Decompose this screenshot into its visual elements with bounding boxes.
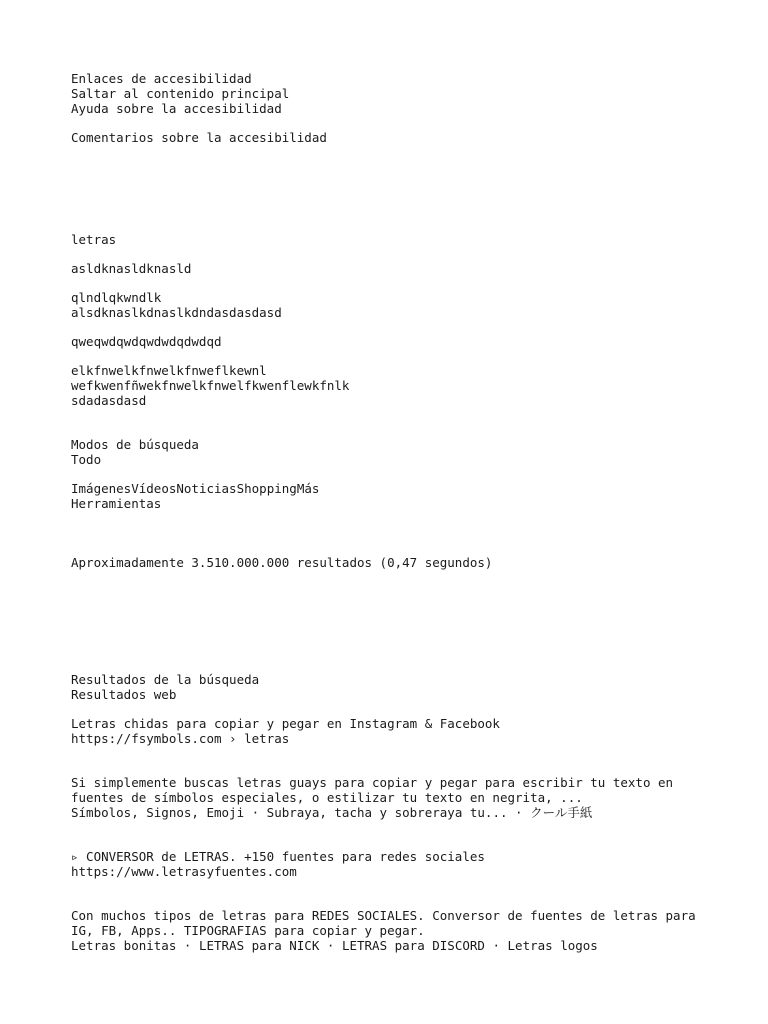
sitelink-separator: · bbox=[484, 938, 508, 953]
web-results-subheading: Resultados web bbox=[71, 687, 177, 702]
search-modes-heading: Modos de búsqueda bbox=[71, 437, 199, 452]
sitelink-separator: · bbox=[319, 938, 342, 953]
result-snippet: IG, FB, Apps.. TIPOGRAFIAS para copiar y pegar. bbox=[71, 923, 425, 938]
result-snippet: Con muchos tipos de letras para REDES SOCIALES. Conversor de fuentes de letras para bbox=[71, 908, 696, 923]
text-line: elkfnwelkfnwelkfnweflkewnl bbox=[71, 363, 267, 378]
result-title-link[interactable]: ▹ CONVERSOR de LETRAS. +150 fuentes para redes sociales bbox=[71, 849, 485, 864]
sitelink[interactable]: Letras bonitas bbox=[71, 938, 177, 953]
result-sitelinks bbox=[71, 938, 711, 953]
text-line: sdadasdasd bbox=[71, 393, 147, 408]
result-url[interactable]: https://fsymbols.com › letras bbox=[71, 731, 290, 746]
sitelink[interactable]: Símbolos, Signos, Emoji bbox=[71, 805, 245, 820]
search-results-page bbox=[71, 71, 711, 953]
sitelink-separator: · bbox=[176, 938, 199, 953]
sitelink[interactable]: LETRAS para NICK bbox=[198, 938, 320, 953]
accessibility-feedback-link[interactable]: Comentarios sobre la accesibilidad bbox=[71, 130, 327, 145]
tab-news[interactable]: Noticias bbox=[176, 481, 237, 496]
result-title-link[interactable]: Letras chidas para copiar y pegar en Instagram & Facebook bbox=[71, 716, 500, 731]
result-url[interactable]: https://www.letrasyfuentes.com bbox=[71, 864, 297, 879]
tools-button[interactable]: Herramientas bbox=[71, 496, 162, 511]
text-line: qlndlqkwndlk bbox=[71, 290, 162, 305]
skip-to-content-link[interactable]: Saltar al contenido principal bbox=[71, 86, 290, 101]
result-snippet: Si simplemente buscas letras guays para copiar y pegar para escribir tu texto en bbox=[71, 775, 674, 790]
results-heading: Resultados de la búsqueda bbox=[71, 672, 260, 687]
search-query-text[interactable]: letras bbox=[71, 232, 117, 247]
mode-current-all: Todo bbox=[71, 452, 102, 467]
result-sitelinks bbox=[71, 805, 711, 820]
tab-images[interactable]: Imágenes bbox=[71, 481, 132, 496]
sitelink[interactable]: Letras logos bbox=[507, 938, 598, 953]
result-snippet: fuentes de símbolos especiales, o estilizar tu texto en negrita, ... bbox=[71, 790, 583, 805]
text-line: wefkwenfñwekfnwelkfnwelfkwenflewkfnlk bbox=[71, 378, 350, 393]
text-line: asldknasldknasld bbox=[71, 261, 192, 276]
sitelink[interactable]: Subraya, tacha y sobreraya tu... bbox=[266, 805, 508, 820]
sitelink-separator: · bbox=[507, 805, 531, 820]
result-stats: Aproximadamente 3.510.000.000 resultados (0,47 segundos) bbox=[71, 555, 493, 570]
sitelink[interactable]: クール手紙 bbox=[530, 805, 593, 820]
search-mode-tabs bbox=[71, 481, 711, 496]
text-line: qweqwdqwdqwdwdqdwdqd bbox=[71, 334, 222, 349]
sitelink-separator: · bbox=[244, 805, 267, 820]
sitelink[interactable]: LETRAS para DISCORD bbox=[341, 938, 485, 953]
tab-videos[interactable]: Vídeos bbox=[131, 481, 177, 496]
accessibility-help-link[interactable]: Ayuda sobre la accesibilidad bbox=[71, 101, 282, 116]
accessibility-heading: Enlaces de accesibilidad bbox=[71, 71, 252, 86]
tab-shopping[interactable]: Shopping bbox=[236, 481, 297, 496]
text-line: alsdknaslkdnaslkdndasdasdasd bbox=[71, 305, 282, 320]
tab-more[interactable]: Más bbox=[296, 481, 320, 496]
